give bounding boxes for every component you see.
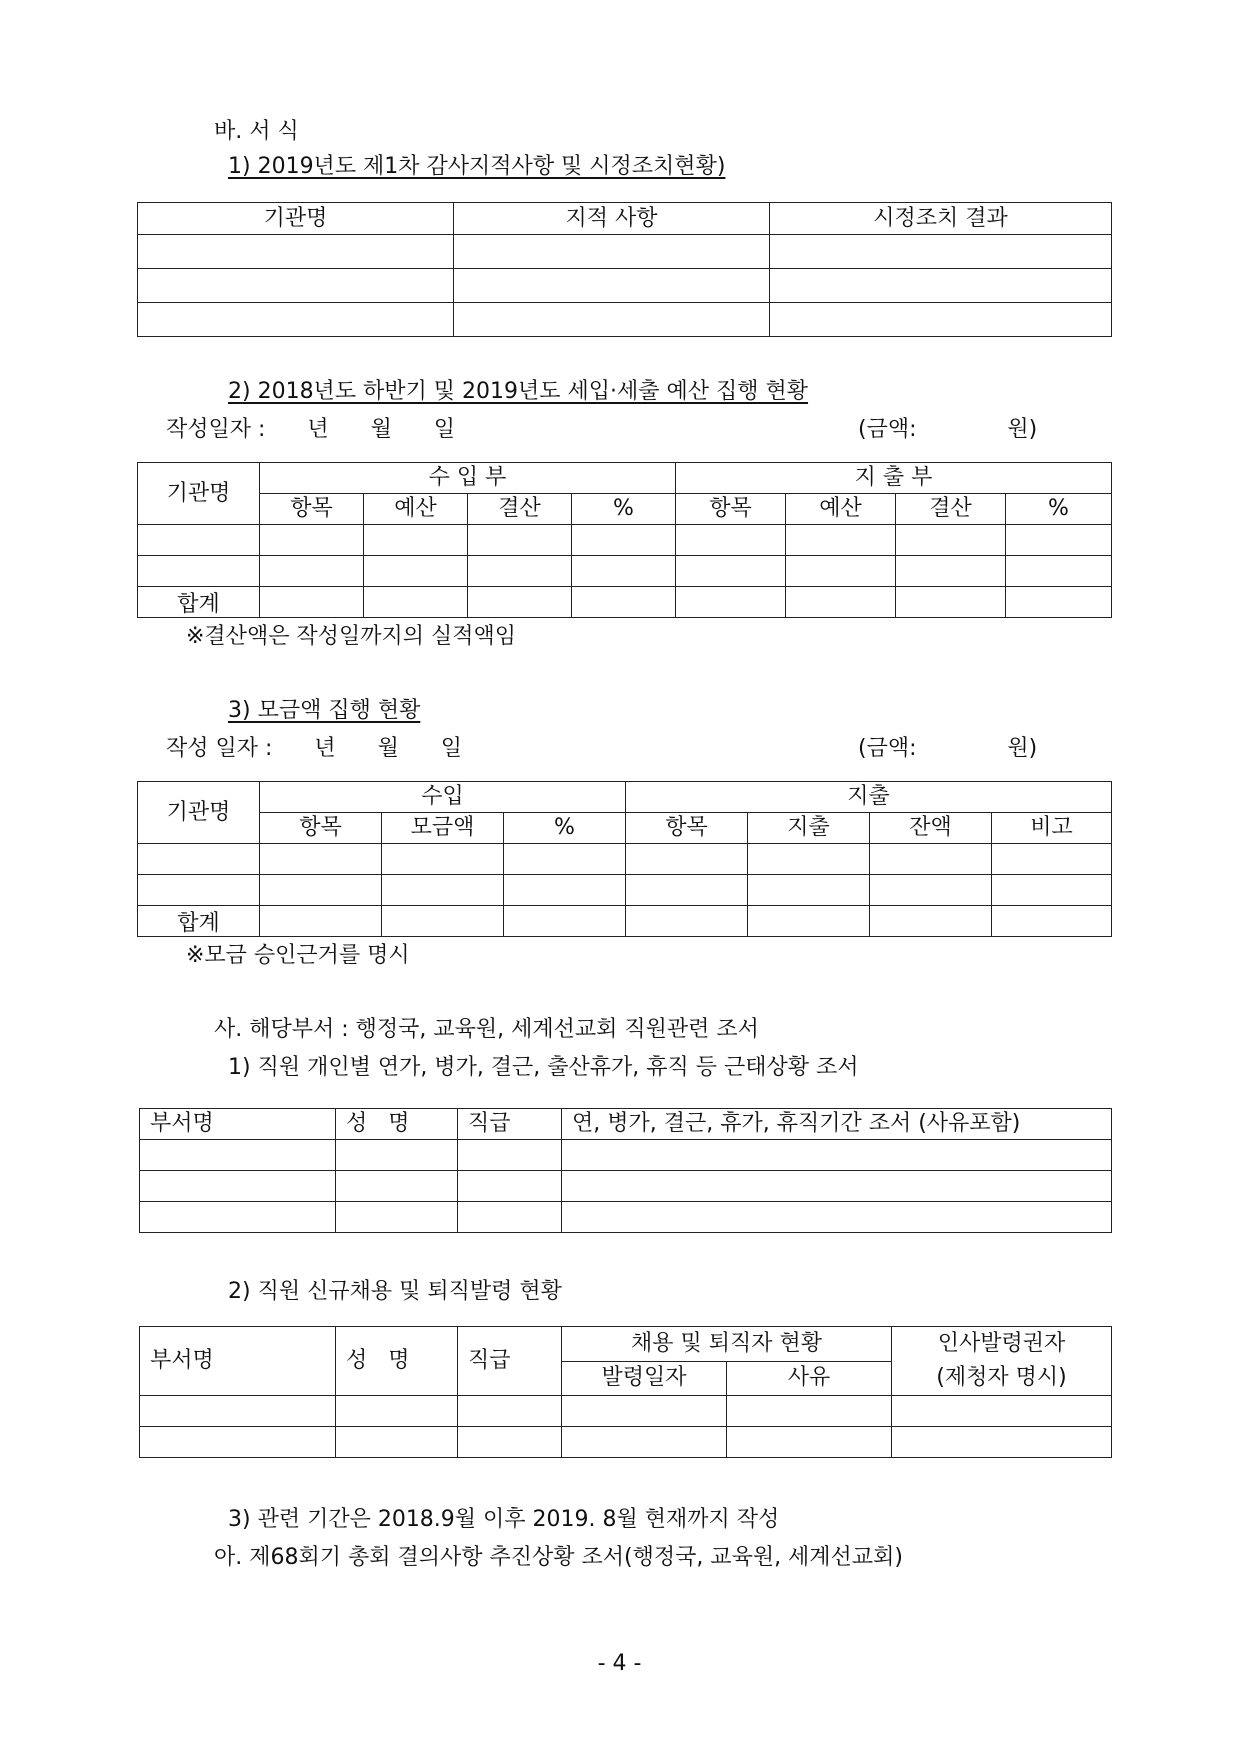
header-authority [892,1327,1112,1396]
total-label: 합계 [138,587,260,618]
table-row [138,844,1112,875]
header-item: 항목 [676,494,786,525]
header-finding: 지적 사항 [454,203,770,235]
audit-table [137,202,1112,337]
header-remarks: 비고 [992,813,1112,844]
table-row [140,1427,1112,1458]
section-heading-sa: 사. 해당부서 : 행정국, 교육원, 세계선교회 직원관련 조서 [214,1017,759,1042]
table2-date-line: 작성일자 : 년 월 일 [166,417,456,442]
header-item: 항목 [626,813,748,844]
table-row [140,1140,1112,1171]
table3-note: ※모금 승인근거를 명시 [186,943,410,968]
header-expense: 지출 [748,813,870,844]
header-rank: 직급 [458,1109,562,1140]
attendance-table [139,1108,1112,1233]
header-leave-record: 연, 병가, 결근, 휴가, 휴직기간 조서 (사유포함) [562,1109,1112,1140]
header-expense-group: 지 출 부 [676,463,1112,494]
authority-line-2: (제청자 명시) [936,1365,1067,1390]
fundraising-table [137,781,1112,937]
budget-table [137,462,1112,618]
header-reason: 사유 [727,1361,892,1396]
table-row [140,1396,1112,1427]
table2-amount-line: (금액: 원) [858,417,1038,442]
header-raised: 모금액 [382,813,504,844]
table-row [138,875,1112,906]
header-name: 성 명 [336,1327,458,1396]
section-heading-a: 아. 제68회기 총회 결의사항 추진상황 조서(행정국, 교육원, 세계선교회) [214,1545,903,1570]
page-number: - 4 - [597,1651,642,1676]
header-name: 성 명 [336,1109,458,1140]
header-budget: 예산 [786,494,896,525]
header-budget: 예산 [364,494,468,525]
header-order-date: 발령일자 [562,1361,727,1396]
total-row [138,906,1112,937]
header-percent: % [1006,494,1112,525]
table-row [138,303,1112,337]
header-balance: 잔액 [870,813,992,844]
header-percent: % [504,813,626,844]
header-org: 기관명 [138,203,454,235]
table5-title: 2) 직원 신규채용 및 퇴직발령 현황 [228,1279,562,1304]
table3-title: 3) 모금액 집행 현황 [228,698,421,723]
header-org: 기관명 [138,463,260,525]
table-row [138,235,1112,269]
header-dept: 부서명 [140,1327,336,1396]
table3-amount-line: (금액: 원) [858,736,1038,761]
table-row [140,1171,1112,1202]
table3-date-line: 작성 일자 : 년 월 일 [166,736,463,761]
table-row [138,556,1112,587]
header-percent: % [572,494,676,525]
header-expense-group: 지출 [626,782,1112,813]
total-label: 합계 [138,906,260,937]
table-row [140,1202,1112,1233]
table2-note: ※결산액은 작성일까지의 실적액임 [186,624,516,649]
hiring-table [139,1326,1112,1458]
section-heading-ba: 바. 서 식 [214,119,299,144]
authority-line-1: 인사발령권자 [937,1331,1066,1356]
period-note: 3) 관련 기간은 2018.9월 이후 2019. 8월 현재까지 작성 [228,1507,780,1532]
header-correction: 시정조치 결과 [770,203,1112,235]
header-hire-group: 채용 및 퇴직자 현황 [562,1327,892,1362]
header-dept: 부서명 [140,1109,336,1140]
header-income-group: 수입 [260,782,626,813]
total-row [138,587,1112,618]
header-org: 기관명 [138,782,260,844]
header-item: 항목 [260,494,364,525]
table2-title: 2) 2018년도 하반기 및 2019년도 세입·세출 예산 집행 현황 [228,379,809,404]
table-row [138,269,1112,303]
header-income-group: 수 입 부 [260,463,676,494]
table1-title: 1) 2019년도 제1차 감사지적사항 및 시정조치현황) [228,154,726,179]
table-row [138,525,1112,556]
header-rank: 직급 [458,1327,562,1396]
header-item: 항목 [260,813,382,844]
header-settlement: 결산 [468,494,572,525]
table4-title: 1) 직원 개인별 연가, 병가, 결근, 출산휴가, 휴직 등 근태상황 조서 [228,1055,859,1080]
header-settlement: 결산 [896,494,1006,525]
